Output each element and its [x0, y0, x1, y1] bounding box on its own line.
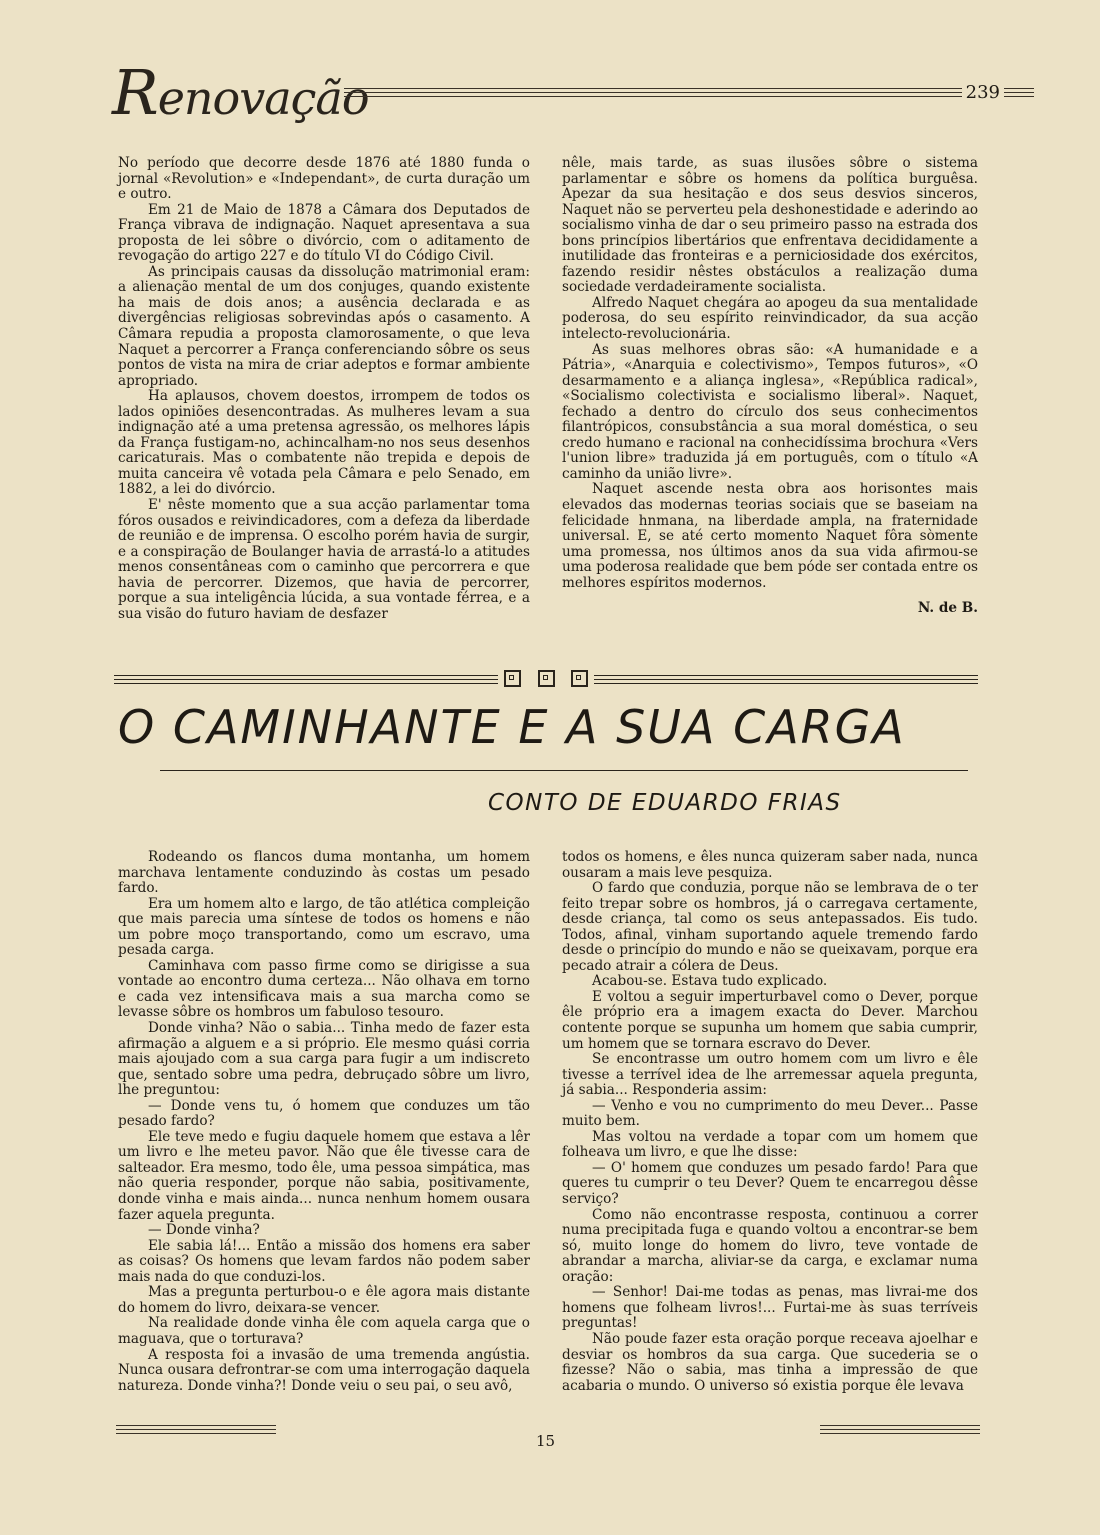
- story-right-column: [562, 850, 978, 1394]
- square-ornament-icon: [538, 670, 555, 687]
- paragraph: A resposta foi a invasão de uma tremenda angústia. Nunca ousara defrontrar-se com uma interrogação daquela natureza. Donde vinha?! Donde veiu o seu pai, o seu avô,: [118, 1346, 530, 1394]
- paragraph: todos os homens, e êles nunca quizeram saber nada, nunca ousaram a mais leve pesquiza.: [562, 849, 978, 881]
- paragraph: Acabou-se. Estava tudo explicado.: [592, 973, 828, 990]
- article-signature: N. de B.: [917, 600, 978, 617]
- folio-number: 15: [536, 1432, 556, 1450]
- paragraph: Naquet ascende nesta obra aos horisontes mais elevados das modernas teorias sociais que se baseiam na felicidade hnmana, na liberdade ampla, na fraternidade universal. E, se até certo momento Naquet fôra sòmente uma promessa, nos últimos anos da sua vida afirmou-se uma poderosa realidade que bem póde ser contada entre os melhores espíritos modernos.: [562, 481, 978, 591]
- footer-rule-right: [820, 1425, 980, 1437]
- paragraph: Caminhava com passo firme como se dirigisse a sua vontade ao encontro duma certeza... Não olhava em torno e cada vez intensificava mais a sua marcha como se levasse sôbre os hombros um fabuloso tesouro.: [118, 957, 530, 1021]
- square-ornament-icon: [504, 670, 521, 687]
- article-left-column: [118, 156, 530, 622]
- masthead: [112, 52, 1000, 129]
- footer-rule-left: [116, 1425, 276, 1437]
- paragraph: — Senhor! Dai-me todas as penas, mas livrai-me dos homens que folheam livros!... Furtai-me às suas terríveis preguntas!: [562, 1284, 978, 1332]
- paragraph: Era um homem alto e largo, de tão atlética compleição que mais parecia uma síntese de todos os homens e não um pobre moço transportando, como um escravo, uma pesada carga.: [118, 895, 530, 959]
- paragraph: — Donde vens tu, ó homem que conduzes um tão pesado fardo?: [118, 1097, 530, 1130]
- article-right-column: [562, 156, 978, 617]
- section-divider: [114, 670, 978, 694]
- paragraph: Ele teve medo e fugiu daquele homem que estava a lêr um livro e lhe meteu pavor. Não que êle tivesse cara de salteador. Era mesmo, todo êle, uma pessoa simpática, mas não queria responder, porque não sabia, positivamente, donde vinha e mais ainda... nunca nenhum homem ousara fazer aquela pregunta.: [118, 1128, 530, 1223]
- paragraph: Ha aplausos, chovem doestos, irrompem de todos os lados opiniões desencontradas. As mulheres levam a sua indignação até a uma pretensa agressão, os melhores lápis da França fustigam-no, achincalham-no nos seus desenhos caricaturais. Mas o combatente não trepida e depois de muita canceira vê votada pela Câmara e pelo Senado, em 1882, a lei do divórcio.: [118, 388, 530, 498]
- paragraph: As principais causas da dissolução matrimonial eram: a alienação mental de um dos conjuges, quando existente ha mais de dois anos; a ausência declarada e as divergências religiosas sobrevindas após o casamento. A Câmara repudia a proposta clamorosamente, o que leva Naquet a percorrer a França conferenciando sôbre os seus pontos de vista na mira de criar adeptos e formar ambiente apropriado.: [118, 263, 530, 389]
- paragraph: — Venho e vou no cumprimento do meu Dever... Passe muito bem.: [562, 1097, 978, 1130]
- paragraph: Não poude fazer esta oração porque receava ajoelhar e desviar os hombros da sua carga. Que sucederia se o fizesse? Não o sabia, mas tinha a impressão de que acabaria o mundo. O universo só existia porque êle levava: [562, 1330, 978, 1394]
- paragraph: E voltou a seguir imperturbavel como o Dever, porque êle próprio era a imagem exacta do Dever. Marchou contente porque se supunha um homem que sabia cumprir, um homem que se tornara escravo do Dever.: [562, 988, 978, 1052]
- square-ornament-icon: [571, 670, 588, 687]
- paragraph: Rodeando os flancos duma montanha, um homem marchava lentamente conduzindo às costas um pesado fardo.: [118, 849, 530, 897]
- story-left-column: [118, 850, 530, 1394]
- paragraph: Em 21 de Maio de 1878 a Câmara dos Deputados de França vibrava de indignação. Naquet apresentava a sua proposta de lei sôbre o divórcio, com o aditamento de revogação do artigo 227 e do título VI do Código Civil.: [118, 201, 530, 265]
- paragraph: O fardo que conduzia, porque não se lembrava de o ter feito trepar sobre os hombros, já o carregava certamente, desde criança, tal como os seus antepassados. Eis tudo. Todos, afinal, vinham suportando aquele tremendo fardo desde o princípio do mundo e não se queixavam, porque era pecado atrair a cólera de Deus.: [562, 880, 978, 974]
- paragraph: Como não encontrasse resposta, continuou a correr numa precipitada fuga e quando voltou a encontrar-se bem só, muito longe do homem do livro, teve vontade de abrandar a marcha, aliviar-se da carga, e exclamar numa oração:: [562, 1206, 978, 1285]
- page-number: 239: [962, 82, 1004, 103]
- paragraph: Ele sabia lá!... Então a missão dos homens era saber as coisas? Os homens que levam fardos não podem saber mais nada do que conduzi-los.: [118, 1237, 530, 1285]
- paragraph: Donde vinha? Não o sabia... Tinha medo de fazer esta afirmação a alguem e a si próprio. Ele mesmo quási corria mais ajoujado com a sua carga para fugir a um indiscreto que, sentado sobre uma pedra, debruçado sôbre um livro, lhe preguntou:: [118, 1020, 530, 1099]
- paragraph: Se encontrasse um outro homem com um livro e êle tivesse a terrível idea de lhe arremessar aquela pregunta, já sabia... Responderia assim:: [562, 1051, 978, 1099]
- paragraph: E' nêste momento que a sua acção parlamentar toma fóros ousados e reivindicadores, com a defeza da liberdade de reunião e de imprensa. O escolho porém havia de surgir, e a conspiração de Boulanger havia de arrastá-lo a atitudes menos consentâneas com o caminho que percorrera e que havia de percorrer. Dizemos, que havia de percorrer, porque a sua inteligência lúcida, a sua vontade férrea, e a sua visão do futuro haviam de desfazer: [118, 497, 530, 622]
- paragraph: — Donde vinha?: [148, 1222, 260, 1239]
- paragraph: Mas a pregunta perturbou-o e êle agora mais distante do homem do livro, deixara-se vencer.: [118, 1284, 530, 1316]
- title-rule: [160, 770, 968, 771]
- paragraph: Na realidade donde vinha êle com aquela carga que o maguava, que o torturava?: [118, 1315, 530, 1347]
- story-subtitle: CONTO DE EDUARDO FRIAS: [488, 790, 842, 816]
- paragraph: Mas voltou na verdade a topar com um homem que folheava um livro, e que lhe disse:: [562, 1128, 978, 1161]
- paragraph: No período que decorre desde 1876 até 1880 funda o jornal «Revolution» e «Independant», de curta duração um e outro.: [118, 155, 530, 203]
- paragraph: Alfredo Naquet chegára ao apogeu da sua mentalidade poderosa, do seu espírito reinvindicador, da sua acção intelecto-revolucionária.: [562, 294, 978, 343]
- ornament-group: [504, 670, 588, 687]
- magazine-logo: Renovação: [112, 56, 369, 129]
- masthead-rules: [344, 88, 1034, 100]
- paragraph: nêle, mais tarde, as suas ilusões sôbre o sistema parlamentar e sôbre os homens da política burguêsa. Apezar da sua hesitação e dos seus desvios sinceros, Naquet não se perverteu pela deshonestidade e aderindo ao socialismo vinha de dar o seu primeiro passo na estrada dos bons princípios libertários que enfrentava decididamente a inutilidade das fronteiras e a perniciosidade dos exércitos, fazendo residir nêstes obstáculos a realização duma sociedade verdadeiramente socialista.: [562, 155, 978, 296]
- story-title: O CAMINHANTE E A SUA CARGA: [118, 700, 906, 754]
- paragraph: — O' homem que conduzes um pesado fardo! Para que queres tu cumprir o teu Dever? Quem te encarregou dêsse serviço?: [562, 1159, 978, 1208]
- paragraph: As suas melhores obras são: «A humanidade e a Pátria», «Anarquia e colectivismo», Tempos futuros», «O desarmamento e a aliança inglesa», «República radical», «Socialismo colectivista e socialismo liberal». Naquet, fechado a dentro do círculo dos seus conhecimentos filantrópicos, consubstância a sua moral doméstica, o seu credo humano e racional na conhecidíssima brochura «Vers l'union libre» traduzida já em português, com o título «A caminho da união livre».: [562, 341, 978, 482]
